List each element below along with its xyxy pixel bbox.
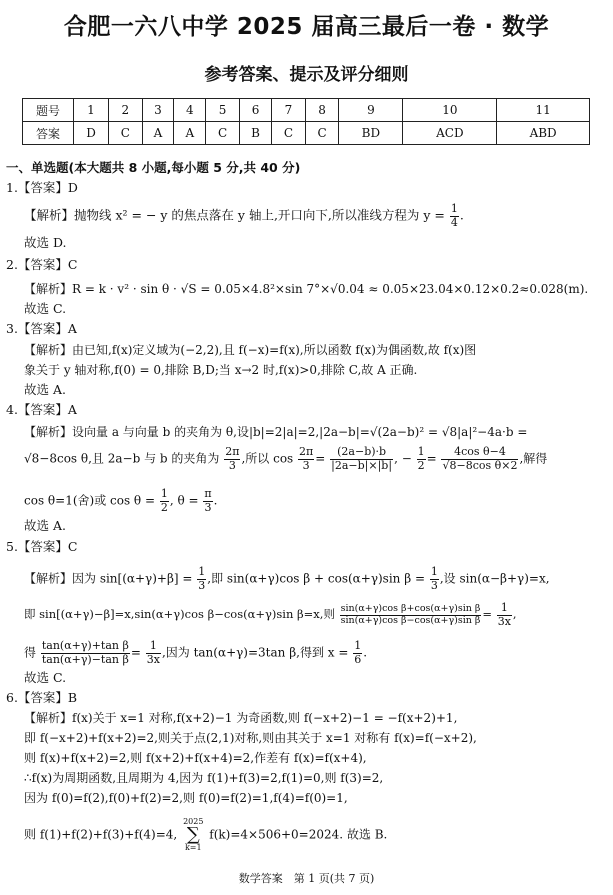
q5-line-1 (24, 566, 550, 592)
text: = (426, 451, 437, 466)
fraction (441, 446, 518, 472)
q1-text-end: . (459, 207, 464, 223)
q4-answer: 4.【答案】A (6, 402, 77, 417)
denominator: 3x (497, 614, 511, 628)
q3-analysis-2: 象关于 y 轴对称,f(0) = 0,排除 B,D;当 x→2 时,f(x)>0,排除 C,故 A 正确. (24, 363, 418, 377)
page-footer: 数学答案 第 1 页(共 7 页) (238, 872, 375, 885)
numerator: 1 (146, 640, 161, 654)
denominator: 2 (160, 500, 168, 514)
text: . (363, 645, 368, 660)
q1-text: 【解析】抛物线 x² = − y 的焦点落在 y 轴上,开口向下,所以准线方程为 y = (24, 207, 445, 223)
denominator: 3 (204, 500, 212, 514)
q6-answer: 6.【答案】B (6, 690, 78, 705)
table-cell: A (142, 122, 174, 145)
section-heading: 一、单选题(本大题共 8 小题,每小题 5 分,共 40 分) (6, 160, 301, 175)
denominator: 4 (450, 215, 458, 229)
q1-conclusion: 故选 D. (24, 235, 67, 250)
fraction (160, 488, 169, 514)
numerator: 1 (160, 487, 168, 500)
page-subtitle: 参考答案、提示及评分细则 (204, 65, 409, 85)
numerator: 1 (354, 639, 362, 652)
answer-table (22, 98, 590, 145)
text: 【解析】因为 sin[(α+γ)+β] = (24, 571, 193, 586)
q6-line-6 (24, 818, 387, 852)
q6-line-2: 即 f(−x+2)+f(x+2)=2,则关于点(2,1)对称,则由其关于 x=1 对称有 f(x)=f(−x+2), (24, 731, 477, 745)
numerator: tan(α+γ)+tan β (41, 639, 129, 652)
table-cell: D (74, 122, 109, 145)
q3-analysis-1: 【解析】由已知,f(x)定义域为(−2,2),且 f(−x)=f(x),所以函数 f(x)为偶函数,故 f(x)图 (24, 343, 477, 357)
table-cell: C (305, 122, 339, 145)
denominator: tan(α+γ)−tan β (41, 652, 129, 666)
text: ,解得 (519, 451, 548, 466)
q6-line-5: 因为 f(0)=f(2),f(0)+f(2)=2,则 f(0)=f(2)=1,f(4)=f(0)=1, (24, 791, 348, 805)
numerator: 1 (417, 445, 425, 458)
text: = (130, 645, 141, 660)
q2-conclusion: 故选 C. (24, 301, 67, 316)
numerator: 1 (198, 565, 206, 578)
table-cell: B (239, 122, 271, 145)
numerator: 2π (299, 445, 314, 458)
q4-conclusion: 故选 A. (24, 518, 66, 533)
table-cell: 3 (142, 99, 174, 122)
text: ,设 sin(α−β+γ)=x, (439, 571, 550, 586)
fraction (417, 446, 426, 472)
q4-line-3 (24, 488, 217, 514)
text: 则 f(1)+f(2)+f(3)+f(4)=4, (24, 827, 178, 842)
fraction (353, 640, 362, 666)
fraction (430, 566, 439, 592)
numerator: 1 (450, 202, 458, 215)
table-row-answers (23, 122, 590, 145)
fraction (224, 446, 240, 472)
table-cell: 5 (206, 99, 240, 122)
denominator: 3 (430, 578, 438, 592)
text: 得 (24, 645, 37, 660)
table-cell: 2 (109, 99, 143, 122)
denominator: 3 (302, 458, 310, 472)
numerator: π (204, 487, 212, 500)
q4-line-2 (24, 446, 547, 472)
denominator: |2a−b|×|b| (331, 458, 393, 472)
fraction (146, 640, 161, 666)
table-cell: C (272, 122, 306, 145)
text: . (213, 493, 218, 508)
q5-line-2 (24, 602, 517, 628)
text: = (482, 607, 493, 622)
q5-conclusion: 故选 C. (24, 670, 67, 685)
q4-line-1: 【解析】设向量 a 与向量 b 的夹角为 θ,设|b|=2|a|=2,|2a−b|=√(2a−b)² = √8|a|²−4a·b = (24, 425, 528, 439)
table-cell: 10 (403, 99, 497, 122)
denominator: sin(α+γ)cos β−cos(α+γ)sin β (340, 614, 481, 626)
table-cell: ABD (497, 122, 590, 145)
table-row-numbers (23, 99, 590, 122)
denominator: 2 (417, 458, 425, 472)
numerator: (2a−b)·b (330, 446, 393, 460)
text: √8−8cos θ,且 2a−b 与 b 的夹角为 (24, 451, 220, 466)
denominator: √8−8cos θ×2 (442, 458, 518, 472)
text: 即 sin[(α+γ)−β]=x,sin(α+γ)cos β−cos(α+γ)sin β=x,则 (24, 607, 335, 622)
sigma-icon: ∑ (186, 824, 200, 845)
numerator: 4cos θ−4 (441, 446, 518, 460)
denominator: 3 (228, 458, 236, 472)
numerator: 2π (225, 445, 240, 458)
q1-answer: 1.【答案】D (6, 180, 78, 195)
q6-line-4: ∴f(x)为周期函数,且周期为 4,因为 f(1)+f(3)=2,f(1)=0,则 f(3)=2, (24, 771, 384, 785)
table-cell: 9 (339, 99, 403, 122)
q1-analysis (24, 203, 464, 229)
q3-answer: 3.【答案】A (6, 321, 77, 336)
row-label: 答案 (23, 122, 74, 145)
text: ,因为 tan(α+γ)=3tan β,得到 x = (161, 645, 349, 660)
numerator: 1 (430, 565, 438, 578)
q5-line-3 (24, 640, 367, 666)
page-title: 合肥一六八中学 2025 届高三最后一卷 · 数学 (63, 14, 550, 40)
text: f(k)=4×506+0=2024. 故选 B. (209, 827, 388, 842)
text: , (512, 607, 517, 622)
table-cell: 7 (272, 99, 306, 122)
fraction (497, 602, 512, 628)
fraction (41, 640, 130, 666)
text: cos θ=1(舍)或 cos θ = (24, 493, 156, 508)
q6-line-3: 则 f(x)+f(x+2)=2,则 f(x+2)+f(x+4)=2,作差有 f(x)=f(x+4), (24, 751, 367, 765)
table-cell: A (174, 122, 206, 145)
table-cell: 1 (74, 99, 109, 122)
q2-analysis: 【解析】R = k · v² · sin θ · √S = 0.05×4.8²×sin 7°×√0.04 ≈ 0.05×23.04×0.12×0.2≈0.028(m). (24, 282, 589, 296)
numerator: sin(α+γ)cos β+cos(α+γ)sin β (340, 602, 481, 614)
table-cell: BD (339, 122, 403, 145)
q1-fraction (450, 203, 459, 229)
q2-answer: 2.【答案】C (6, 257, 78, 272)
row-label: 题号 (23, 99, 74, 122)
fraction (330, 446, 393, 472)
text: = (315, 451, 326, 466)
denominator: 3 (198, 578, 206, 592)
text: ,即 sin(α+γ)cos β + cos(α+γ)sin β = (207, 571, 426, 586)
table-cell: C (109, 122, 143, 145)
text: , − (394, 451, 412, 466)
table-cell: 11 (497, 99, 590, 122)
text: ,所以 cos (241, 451, 294, 466)
text: , θ = (169, 493, 199, 508)
q3-conclusion: 故选 A. (24, 382, 66, 397)
numerator: 1 (497, 602, 512, 616)
fraction (197, 566, 206, 592)
sum-upper: 2025 (183, 817, 204, 826)
table-cell: 8 (305, 99, 339, 122)
fraction (340, 604, 482, 627)
table-cell: ACD (403, 122, 497, 145)
q6-line-1: 【解析】f(x)关于 x=1 对称,f(x+2)−1 为奇函数,则 f(−x+2)−1 = −f(x+2)+1, (24, 711, 458, 725)
summation (183, 818, 203, 852)
q5-answer: 5.【答案】C (6, 539, 78, 554)
fraction (203, 488, 212, 514)
sum-lower: k=1 (184, 843, 202, 852)
denominator: 6 (354, 652, 362, 666)
table-cell: 4 (174, 99, 206, 122)
table-cell: 6 (239, 99, 271, 122)
denominator: 3x (146, 652, 160, 666)
fraction (298, 446, 314, 472)
table-cell: C (206, 122, 240, 145)
